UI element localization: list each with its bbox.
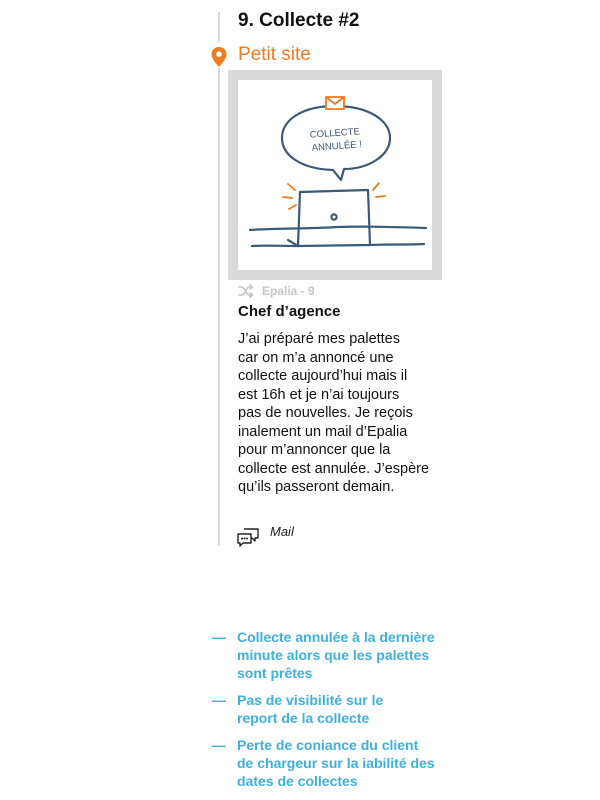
pain-line: de chargeur sur la iabilité des bbox=[237, 755, 435, 771]
story-line: pas de nouvelles. Je reçois bbox=[238, 405, 413, 421]
bubble-line-2: ANNULÉE ! bbox=[311, 139, 363, 154]
pain-line: Perte de coniance du client bbox=[237, 737, 419, 753]
pain-dash: — bbox=[212, 692, 226, 708]
story-line: qu’ils passeront demain. bbox=[238, 479, 395, 495]
illustration bbox=[238, 80, 432, 270]
pain-line: sont prêtes bbox=[237, 665, 313, 681]
story-line: collecte est annulée. J’espère bbox=[238, 460, 430, 477]
story-line: car on m’a annoncé une bbox=[238, 349, 394, 366]
channel-row bbox=[236, 524, 294, 548]
story-line: J’ai préparé mes palettes bbox=[238, 331, 400, 347]
source-row bbox=[238, 283, 315, 299]
story-line: inalement un mail d’Epalia bbox=[238, 423, 408, 440]
laptop bbox=[250, 190, 426, 246]
pain-text bbox=[237, 628, 452, 682]
story-line: collecte aujourd’hui mais il bbox=[238, 368, 408, 384]
bubble-line-1: COLLECTE bbox=[309, 126, 361, 141]
timeline-line bbox=[218, 68, 220, 546]
pain-line: minute alors que les palettes bbox=[237, 647, 430, 663]
channel-label: Mail bbox=[270, 524, 294, 539]
pain-line: report de la collecte bbox=[237, 710, 370, 726]
pain-points-list bbox=[212, 628, 452, 799]
persona-story bbox=[238, 330, 448, 497]
pain-text bbox=[237, 736, 452, 790]
illustration-frame bbox=[228, 70, 442, 280]
envelope-icon bbox=[326, 97, 344, 109]
persona-role: Chef d’agence bbox=[238, 303, 341, 320]
story-line: pour m’annoncer que la bbox=[238, 442, 391, 458]
shuffle-icon bbox=[238, 284, 254, 298]
pain-line: Pas de visibilité sur le bbox=[237, 692, 384, 708]
pain-line: dates de collectes bbox=[237, 773, 358, 789]
pain-point bbox=[212, 691, 452, 727]
pain-dash: — bbox=[212, 737, 226, 753]
pain-point bbox=[212, 628, 452, 682]
chat-bubbles-icon bbox=[236, 526, 260, 548]
pain-dash: — bbox=[212, 629, 226, 645]
step-title: 9. Collecte #2 bbox=[238, 10, 360, 31]
alert-strokes bbox=[283, 183, 385, 209]
pain-point bbox=[212, 736, 452, 790]
timeline-line-top bbox=[218, 12, 220, 42]
source-label: Epalia - 9 bbox=[262, 284, 315, 298]
map-pin-icon bbox=[210, 46, 228, 68]
pain-line: Collecte annulée à la dernière bbox=[237, 629, 435, 645]
story-line: est 16h et je n’ai toujours bbox=[238, 386, 400, 403]
pain-text bbox=[237, 691, 452, 727]
site-name: Petit site bbox=[238, 44, 311, 65]
collecte-annulee-illustration bbox=[238, 80, 432, 270]
